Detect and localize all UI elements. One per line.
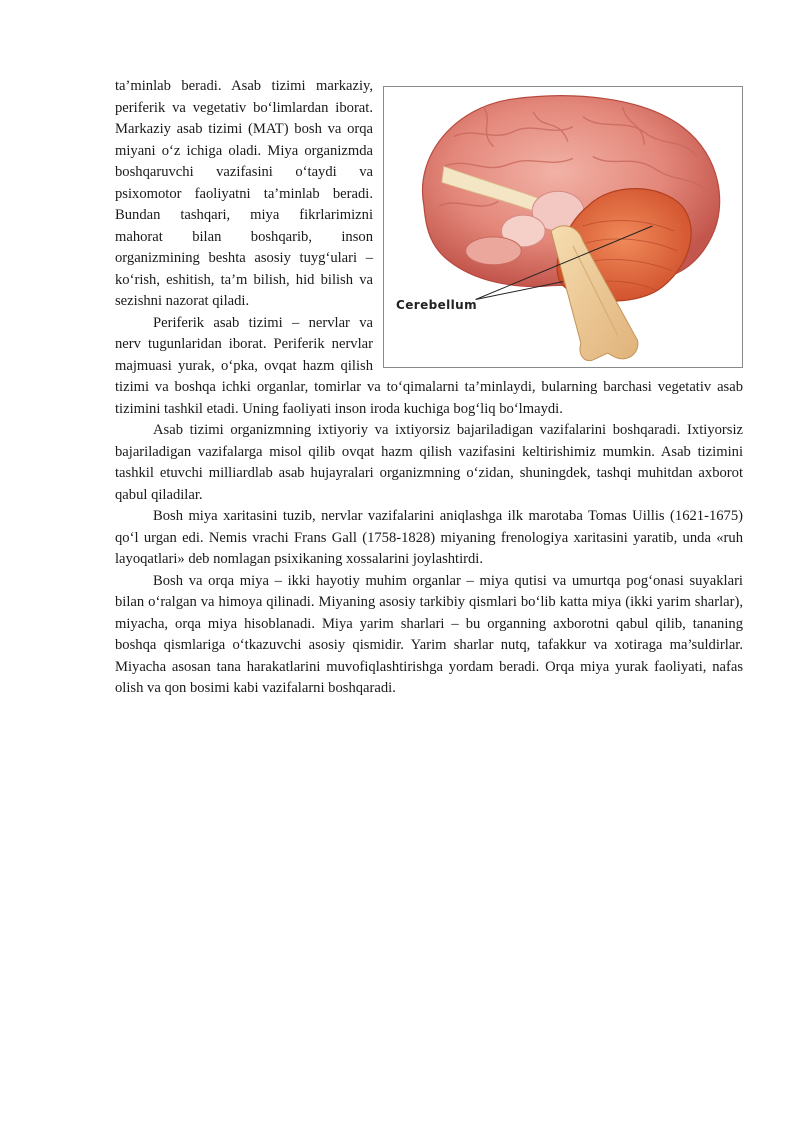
paragraph-5: Bosh va orqa miya – ikki hayotiy muhim organlar – miya qutisi va umurtqa pog‘onasi suyaklari bilan o‘ralgan va himoya qilinadi. Miyaning asosiy tarkibiy qismlari bo‘lib katta miya (ikki yarim sharlar), miyacha, orqa miya hisoblanadi. Miya yarim sharlari – bu organning axborotni qabul qilib, tananing boshqa qismlariga o‘tkazuvchi asosiy qismidir. Yarim sharlar nutq, tafakkur va xotiraga ma’suldirlar. Miyacha asosan tana harakatlarini muvofiqlashtirishga yordam beradi. Orqa miya yurak faoliyati, nafas olish va qon bosimi kabi vazifalarni boshqaradi. bbox=[115, 572, 743, 696]
brain-illustration bbox=[383, 86, 743, 368]
cerebellum-label: Cerebellum bbox=[396, 298, 478, 312]
brain-image bbox=[384, 87, 742, 367]
document-page bbox=[115, 76, 743, 700]
paragraph-1: ta’minlab beradi. Asab tizimi markaziy, periferik va vegetativ bo‘limlardan iborat. Markaziy asab tizimi (MAT) bosh va orqa miyani o‘z ichiga oladi. Miya organizmda boshqaruvchi vazifasini o‘taydi va psixomotor faoliyatni ta’minlab beradi. Bundan tashqari, miya fikrlarimizni mahorat bilan boshqarib, inson organizmining beshta asosiy tuyg‘ulari – ko‘rish, eshitish, ta’m bilish, hid bilish va sezishni nazorat qiladi. bbox=[115, 78, 373, 309]
paragraph-2: Periferik asab tizimi – nervlar va nerv tugunlaridan iborat. Periferik nervlar majmuasi yurak, o‘pka, ovqat hazm qilish tizimi va boshqa ichki organlar, tomirlar va to‘qimalarni ta’minlaydi, bularning barchasi vegetativ asab tizimini tashkil etadi. Uning faoliyati inson iroda kuchiga bog‘liq bo‘lmaydi. bbox=[115, 314, 743, 417]
paragraph-3: Asab tizimi organizmning ixtiyoriy va ixtiyorsiz bajariladigan vazifalarini boshqaradi. Ixtiyorsiz bajariladigan vazifalarga misol qilib ovqat hazm qilish vazifasini keltirishimiz mumkin. Asab tizimini tashkil etuvchi milliardlab asab hujayralari organizmning o‘zidan, shuningdek, tashqi muhitdan axborot qabul qiladilar. bbox=[115, 422, 743, 503]
paragraph-4: Bosh miya xaritasini tuzib, nervlar vazifalarini aniqlashga ilk marotaba Tomas Uillis (1621-1675) qo‘l urgan edi. Nemis vrachi Frans Gall (1758-1828) miyaning frenologiya xaritasini yaratib, unda «ruh layoqatlari» deb nomlagan psixikaning xossalarini joylashtirdi. bbox=[115, 508, 743, 567]
